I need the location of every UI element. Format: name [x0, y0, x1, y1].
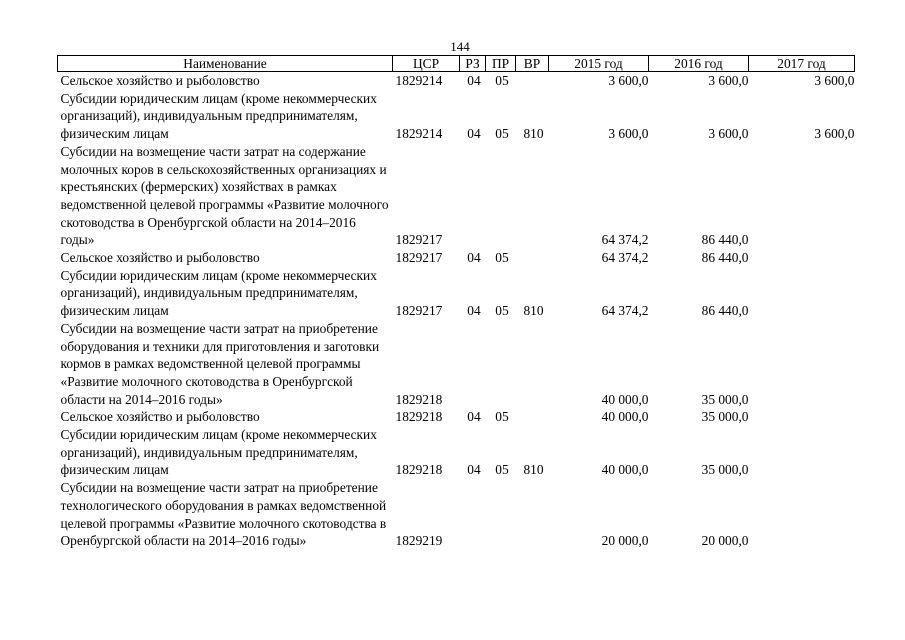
row-name: Субсидии юридическим лицам (кроме некоммерческих организаций), индивидуальным предпринимателям, физическим лицам: [60, 427, 377, 478]
row-2015: 40 000,0: [601, 462, 649, 478]
header-rz: РЗ: [460, 56, 486, 72]
header-pr: ПР: [486, 56, 516, 72]
row-2015: 64 374,2: [601, 232, 649, 248]
header-2017: 2017 год: [749, 56, 855, 72]
row-csr: 1829214: [395, 126, 443, 142]
row-pr: [486, 320, 516, 409]
row-pr: 05: [495, 250, 509, 266]
row-pr: 05: [495, 409, 509, 425]
row-pr: 05: [495, 462, 509, 478]
table-row: [58, 267, 855, 320]
row-2016: 3 600,0: [708, 73, 749, 88]
row-csr: 1829218: [395, 391, 443, 407]
row-csr: 1829217: [395, 232, 443, 248]
row-2017: 3 600,0: [814, 126, 855, 142]
row-pr: 05: [495, 126, 509, 142]
row-name: Сельское хозяйство и рыболовство: [60, 409, 260, 425]
row-rz: 04: [467, 73, 481, 88]
row-rz: [460, 479, 486, 550]
table-row: [58, 72, 855, 90]
row-rz: 04: [467, 126, 481, 142]
row-2015: 64 374,2: [601, 303, 649, 319]
table-row: [58, 143, 855, 249]
row-2017: 3 600,0: [814, 73, 855, 88]
row-2017: [749, 479, 855, 550]
row-pr: 05: [495, 303, 509, 319]
row-rz: 04: [467, 409, 481, 425]
row-rz: 04: [467, 250, 481, 266]
row-csr: 1829218: [395, 409, 443, 425]
table-row: [58, 90, 855, 143]
row-2015: 20 000,0: [601, 533, 649, 549]
row-csr: 1829214: [395, 73, 443, 88]
row-name: Субсидии на возмещение части затрат на приобретение технологического оборудования в рамках ведомственной целевой программы «Развитие молочного скотоводства в Оренбургской области на 2014–2016 годы»: [60, 480, 387, 549]
page-number: 144: [450, 39, 470, 54]
row-csr: 1829219: [395, 533, 443, 549]
row-name: Субсидии на возмещение части затрат на содержание молочных коров в сельскохозяйственных организациях и крестьянских (фермерских) хозяйствах в рамках ведомственной целевой программы «Развитие молочного скотоводства в Оренбургской области на 2014–2016 годы»: [60, 143, 389, 248]
row-2016: 35 000,0: [701, 409, 749, 425]
row-vr: [516, 249, 549, 267]
row-rz: [460, 320, 486, 409]
row-2015: 40 000,0: [601, 391, 649, 407]
row-2017: [749, 408, 855, 426]
row-vr: 810: [523, 462, 544, 478]
row-csr: 1829217: [395, 250, 443, 266]
table-row: [58, 249, 855, 267]
row-pr: [486, 143, 516, 249]
row-vr: [516, 320, 549, 409]
row-2016: 35 000,0: [701, 462, 749, 478]
row-name: Субсидии юридическим лицам (кроме некоммерческих организаций), индивидуальным предпринимателям, физическим лицам: [60, 267, 377, 319]
row-2016: 86 440,0: [701, 232, 749, 248]
row-2017: [749, 320, 855, 409]
row-rz: 04: [467, 303, 481, 319]
row-vr: [516, 143, 549, 249]
row-2015: 3 600,0: [608, 126, 649, 142]
row-2016: 3 600,0: [708, 126, 749, 142]
row-2015: 40 000,0: [601, 409, 649, 425]
row-vr: 810: [523, 303, 544, 319]
row-name: Сельское хозяйство и рыболовство: [60, 250, 260, 266]
header-name: Наименование: [58, 56, 393, 72]
row-vr: [516, 408, 549, 426]
table-body: [58, 72, 855, 550]
header-csr: ЦСР: [393, 56, 460, 72]
row-2016: 35 000,0: [701, 391, 749, 407]
row-2016: 86 440,0: [701, 303, 749, 319]
row-2015: 3 600,0: [608, 73, 649, 88]
row-2016: 86 440,0: [701, 250, 749, 266]
table-row: [58, 408, 855, 426]
budget-table: [57, 55, 855, 550]
header-vr: ВР: [516, 56, 549, 72]
table-row: [58, 479, 855, 550]
row-vr: 810: [523, 126, 544, 142]
row-2017: [749, 426, 855, 479]
header-row: [58, 56, 855, 72]
row-2017: [749, 143, 855, 249]
row-csr: 1829217: [395, 303, 443, 319]
row-2015: 64 374,2: [601, 250, 649, 266]
row-pr: [486, 479, 516, 550]
row-vr: [516, 72, 549, 90]
row-name: Субсидии на возмещение части затрат на приобретение оборудования и техники для приготовления и заготовки кормов в рамках ведомственной целевой программы «Развитие молочного скотоводства в Оренбургской области на 2014–2016 годы»: [60, 320, 380, 407]
row-name: Субсидии юридическим лицам (кроме некоммерческих организаций), индивидуальным предпринимателям, физическим лицам: [60, 90, 377, 142]
row-rz: 04: [467, 462, 481, 478]
row-csr: 1829218: [395, 462, 443, 478]
header-2015: 2015 год: [549, 56, 649, 72]
header-2016: 2016 год: [649, 56, 749, 72]
row-2017: [749, 267, 855, 320]
table-row: [58, 320, 855, 409]
row-rz: [460, 143, 486, 249]
row-vr: [516, 479, 549, 550]
table-row: [58, 426, 855, 479]
row-name: Сельское хозяйство и рыболовство: [60, 73, 260, 88]
row-2016: 20 000,0: [701, 533, 749, 549]
row-2017: [749, 249, 855, 267]
row-pr: 05: [495, 73, 509, 88]
